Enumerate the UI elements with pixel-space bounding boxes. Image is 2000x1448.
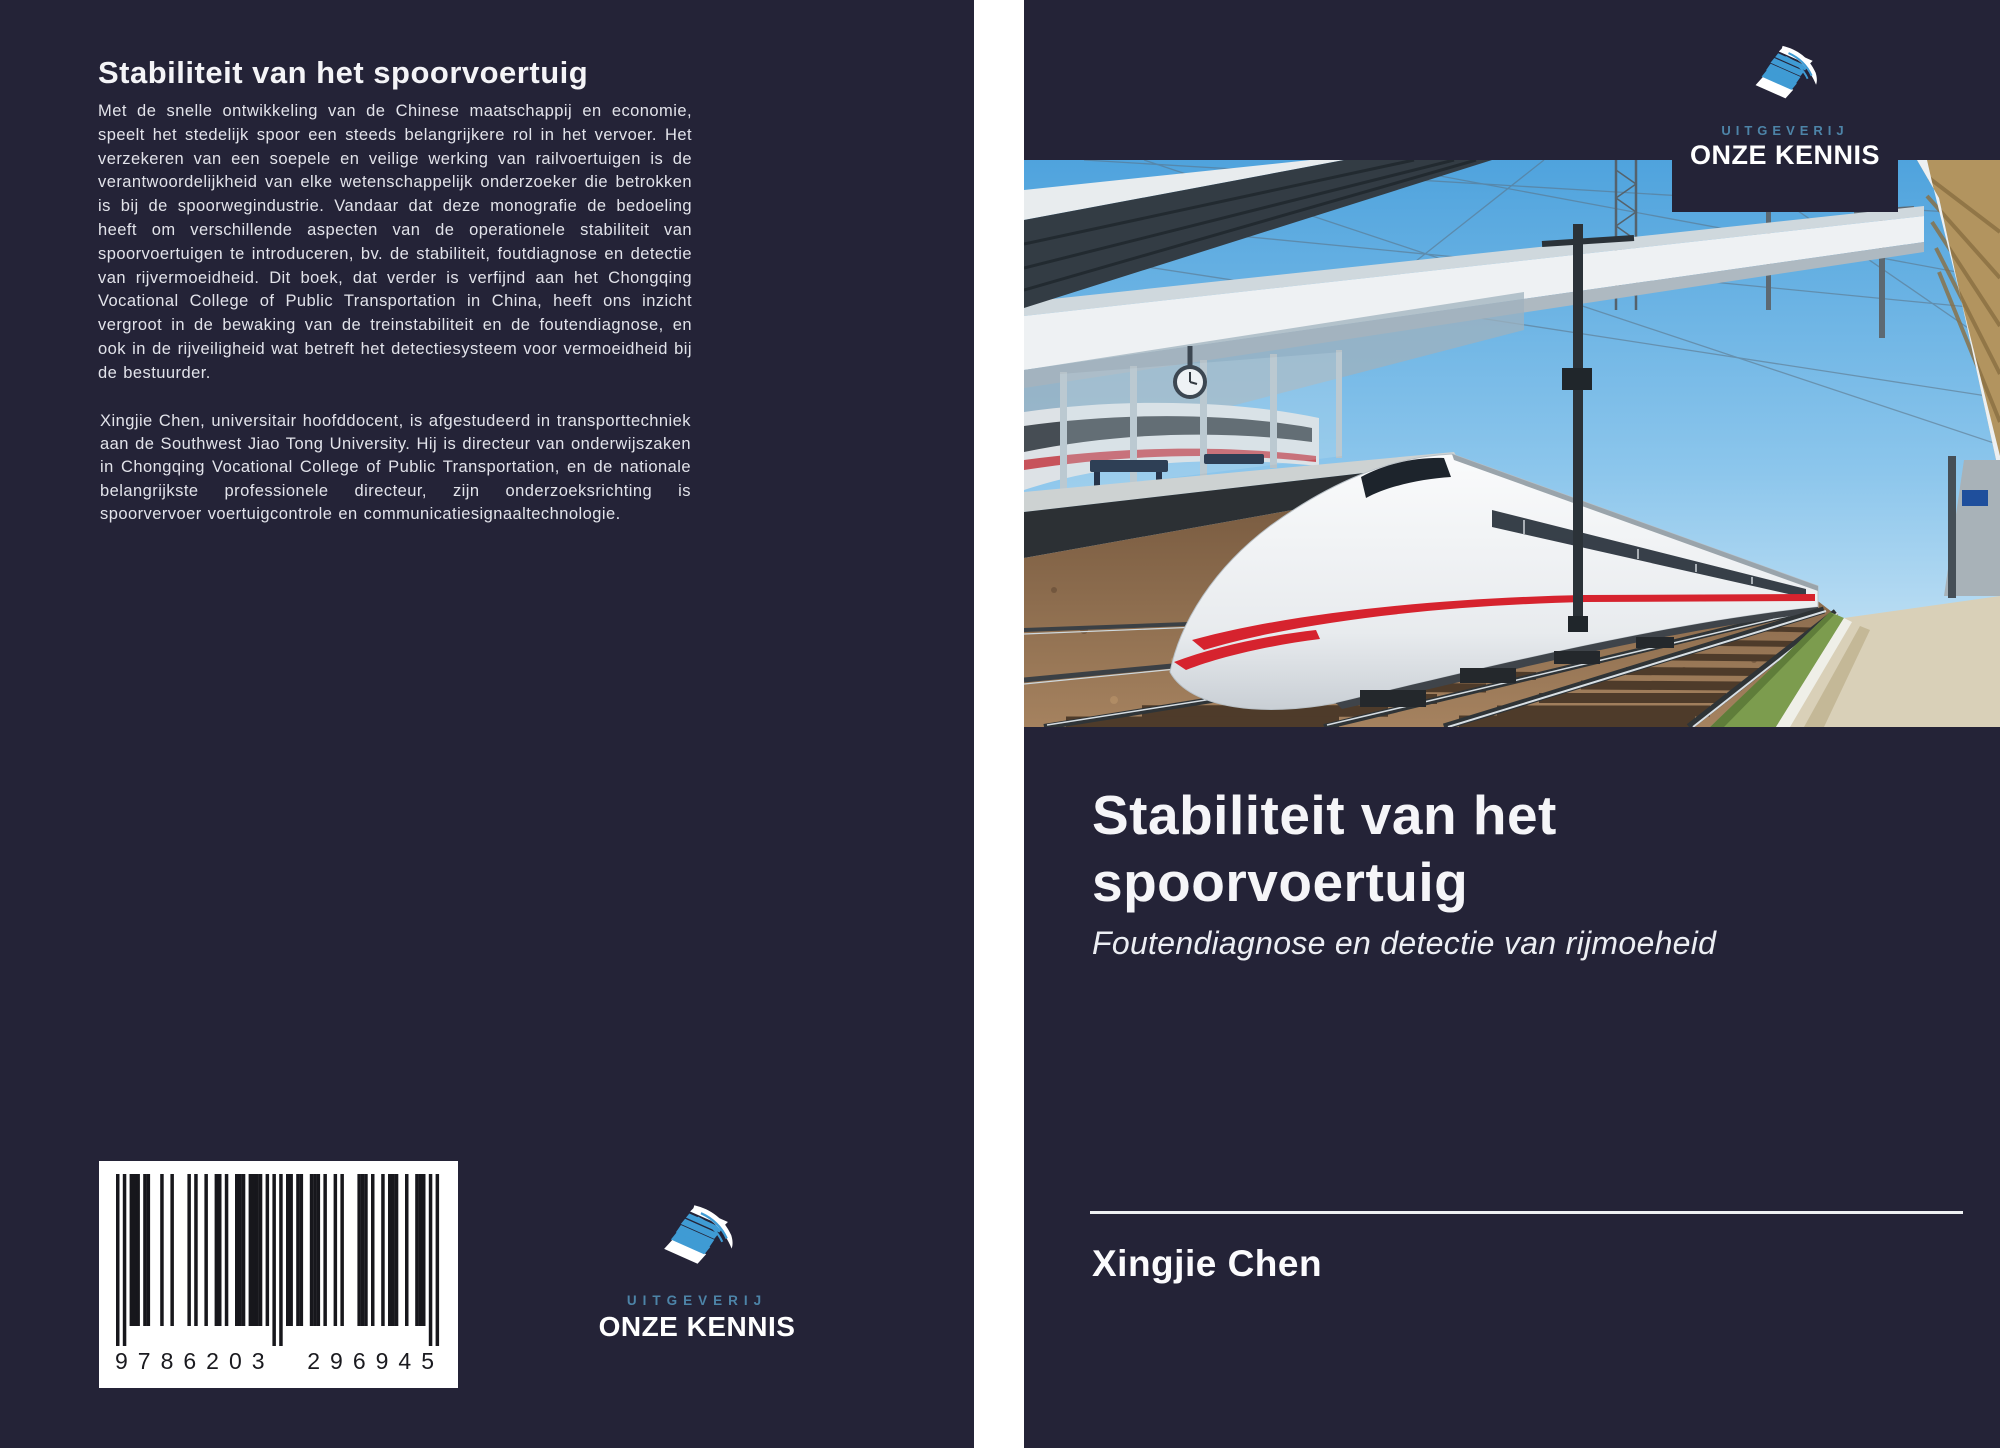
publisher-logo-back: [537, 1186, 857, 1343]
author-bio: Xingjie Chen, universitair hoofddocent, is afgestudeerd in transporttechniek aan de Southwest Jiao Tong University. Hij is directeur van onderwijszaken in Chongqing Vocational College of Public Transportation, en de nationale belangrijkste professionele directeur, zijn onderzoeksrichting is spoorvervoer voertuigcontrole en communicatiesignaaltechnologie.: [100, 412, 691, 523]
back-description: Met de snelle ontwikkeling van de Chinese maatschappij en economie, speelt het stedelijk spoor een steeds belangrijkere rol in het vervoer. Het verzekeren van een soepele en veilige werking van railvoertuigen is de verantwoordelijkheid van elke wetenschappelijk onderzoeker die betrokken is bij de spoorwegindustrie. Vandaar dat deze monografie de bedoeling heeft om verschillende aspecten van de operationele stabiliteit van spoorvoertuigen te introduceren, bv. de stabiliteit, foutdiagnose en detectie van rijvermoeidheid. Dit boek, dat verder is verfijnd aan het Chongqing Vocational College of Public Transportation in China, heeft ons inzicht vergroot in de bewaking van de treinstabiliteit en de foutendiagnose, en ook in de rijveiligheid wat betreft het detectiesysteem voor vermoeidheid bij de bestuurder.: [98, 102, 692, 382]
front-cover: [1024, 0, 2000, 1448]
platform-sign: [1962, 490, 1988, 506]
barcode-digits-left: 9786203: [115, 1348, 275, 1374]
isbn-barcode: [99, 1161, 458, 1388]
publisher-logo-front: [1672, 0, 1898, 212]
open-book-icon: [649, 1186, 745, 1276]
barcode-digits-right: 296945: [307, 1348, 444, 1374]
front-subtitle: Foutendiagnose en detectie van rijmoeheid: [1092, 925, 1717, 961]
train-photo: [1024, 160, 2000, 727]
author-divider: [1090, 1211, 1963, 1214]
publisher-name-bottom: ONZE KENNIS: [598, 1311, 796, 1342]
front-title: Stabiliteit van het spoorvoertuig: [1092, 784, 1557, 913]
open-book-icon: [1742, 28, 1828, 110]
front-author: Xingjie Chen: [1092, 1243, 1323, 1284]
publisher-name-top: UITGEVERIJ: [1721, 123, 1849, 138]
platform-bench: [1090, 460, 1168, 472]
back-cover: [0, 0, 974, 1448]
publisher-name-top: UITGEVERIJ: [626, 1293, 768, 1308]
barcode-bars: [116, 1174, 441, 1346]
barcode-digits: [115, 1348, 444, 1375]
publisher-name-bottom: ONZE KENNIS: [1689, 140, 1881, 170]
back-title: Stabiliteit van het spoorvoertuig: [98, 55, 589, 90]
spine-gap: [974, 0, 1024, 1448]
